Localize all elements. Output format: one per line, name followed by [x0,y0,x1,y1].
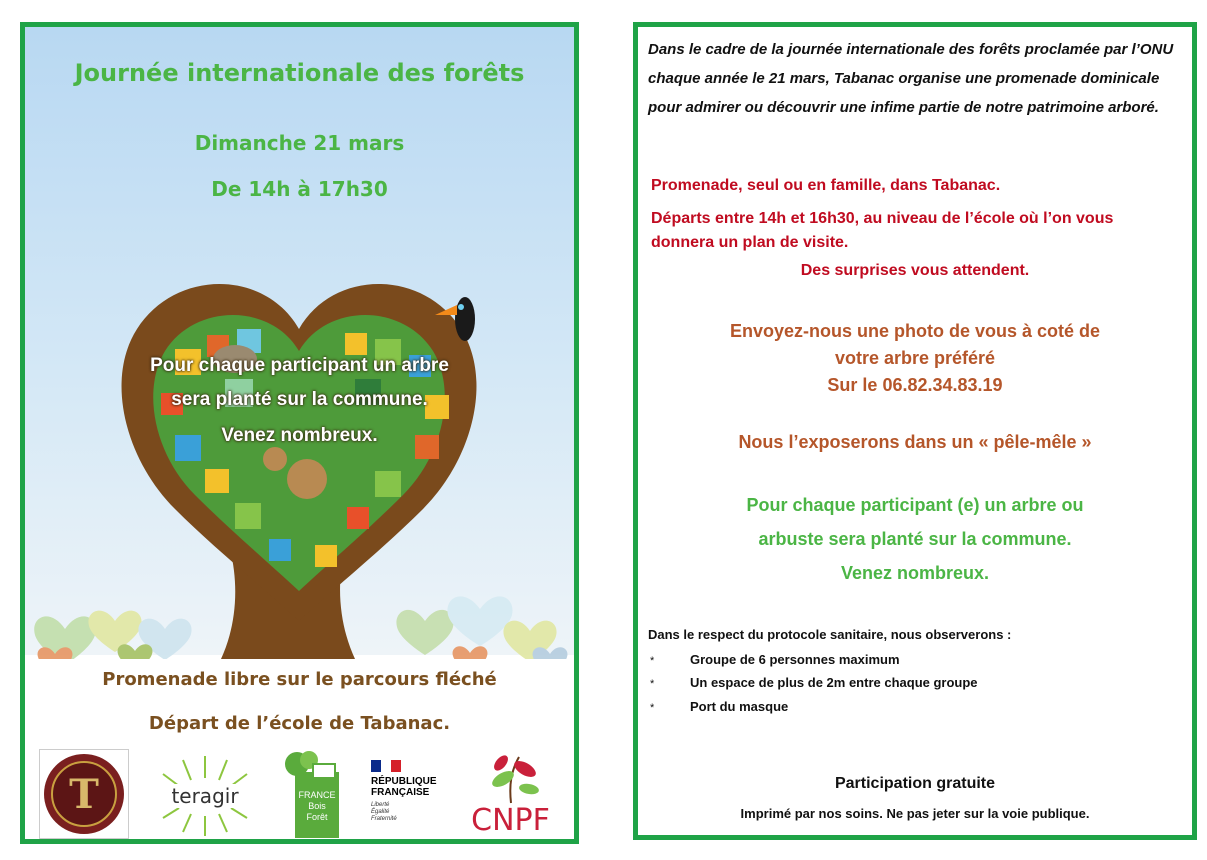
list-item [650,675,978,690]
rf-motto-3: Fraternité [371,816,397,822]
heart-text-line-3: Venez nombreux. [221,425,378,446]
poster-panel [20,22,579,844]
teragir-logo-text: teragir [145,784,265,808]
teragir-logo [145,752,265,840]
list-item [650,699,788,714]
rf-motto-2: Égalité [371,809,390,815]
red-line-3: Des surprises vous attendent. [800,262,1030,279]
heart-text-line-2: sera planté sur la commune. [171,389,428,410]
photo-request-phone: Sur le 06.82.34.83.19 [827,375,1003,395]
walk-info: Promenade libre sur le parcours fléché [102,669,497,690]
cnpf-logo-text: CNPF [471,803,550,838]
exhibit-line: Nous l’exposerons dans un « pêle-mêle » [738,432,1092,452]
bullet-mark: * [650,702,655,714]
heart-text-line-1: Pour chaque participant un arbre [150,355,449,376]
protocol-heading: Dans le respect du protocole sanitaire, nous observerons : [648,627,1012,642]
print-notice: Imprimé par nos soins. Ne pas jeter sur la voie publique. [740,806,1090,821]
republique-francaise-logo [371,760,451,840]
photo-request-line-1: Envoyez-nous une photo de vous à coté de [729,321,1101,341]
rf-logo-line-2: FRANÇAISE [371,787,430,798]
rf-logo-line-1: RÉPUBLIQUE [371,776,437,787]
red-line-2: Départs entre 14h et 16h30, au niveau de l’école où l’on vous donnera un plan de visite. [651,210,1114,251]
cnpf-logo [463,749,558,839]
info-panel [633,22,1197,840]
bullet-mark: * [650,655,655,667]
poster-title: Journée internationale des forêts [74,59,525,87]
photo-request [638,318,1192,399]
intro-paragraph: Dans le cadre de la journée internationale des forêts proclamée par l’ONU chaque année le 21 mars, Tabanac organise une promenade dominicale pour admirer ou découvrir une infime partie de notre patrimoine arboré. [648,41,1174,116]
red-line-1: Promenade, seul ou en famille, dans Tabanac. [651,177,1001,194]
free-participation: Participation gratuite [834,775,996,792]
tabanac-logo [39,749,129,839]
list-item [650,652,900,667]
tree-planting-line-1: Pour chaque participant (e) un arbre ou [746,495,1084,515]
list-item-text: Groupe de 6 personnes maximum [690,652,900,667]
france-bois-foret-logo [283,750,343,840]
tree-planting-line-3: Venez nombreux. [840,563,990,583]
list-item-text: Port du masque [690,699,789,714]
bullet-mark: * [650,678,655,690]
tree-planting-text [638,488,1192,590]
fbf-logo-line-2: Bois [308,801,326,811]
event-date: Dimanche 21 mars [194,131,405,155]
fbf-logo-line-3: Forêt [306,812,328,822]
rf-motto-1: Liberté [371,802,390,808]
list-item-text: Un espace de plus de 2m entre chaque groupe [690,675,978,690]
tree-planting-line-2: arbuste sera planté sur la commune. [758,529,1072,549]
heart-tree-illustration [25,259,574,659]
fbf-logo-line-1: FRANCE [298,790,336,800]
photo-request-line-2: votre arbre préféré [834,348,996,368]
tabanac-logo-letter: T [69,771,99,818]
event-hours: De 14h à 17h30 [211,177,388,201]
start-info: Départ de l’école de Tabanac. [148,713,451,734]
